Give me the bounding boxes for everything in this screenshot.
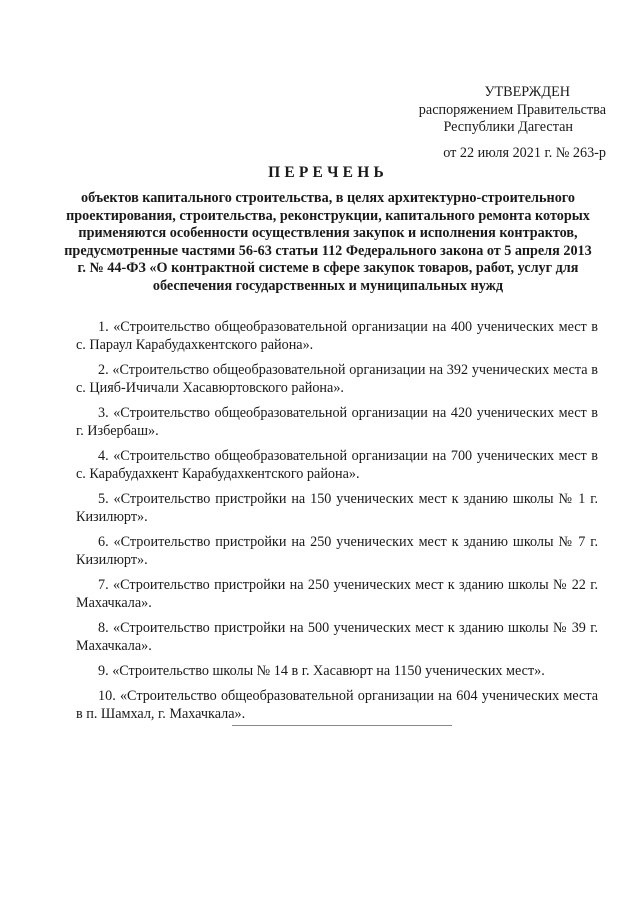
list-item: 2. «Строительство общеобразовательной организации на 392 ученических места в с. Цияб-Ичичали Хасавюртовского района». [76,362,598,396]
document-subtitle: объектов капитального строительства, в целях архитектурно-строительного проектирования, строительства, реконструкции, капитального ремонта которых применяются особенности осуществления закупок и исполнения контрактов, предусмотренные частями 56-63 статьи 112 Федерального закона от 5 апреля 2013 г. № 44-ФЗ «О контрактной системе в сфере закупок товаров, работ, услуг для обеспечения государственных и муниципальных нужд [64,190,592,294]
approval-heading: УТВЕРЖДЕН [484,84,570,100]
list-item: 10. «Строительство общеобразовательной организации на 604 ученических места в п. Шамхал, г. Махачкала». [76,688,598,722]
approval-block [386,84,606,162]
list-item: 8. «Строительство пристройки на 500 ученических мест к зданию школы № 39 г. Махачкала». [76,620,598,654]
list-item: 9. «Строительство школы № 14 в г. Хасавюрт на 1150 ученических мест». [98,663,545,679]
list-item: 7. «Строительство пристройки на 250 ученических мест к зданию школы № 22 г. Махачкала». [76,577,598,611]
approval-region: Республики Дагестан [443,119,573,135]
list-item: 3. «Строительство общеобразовательной организации на 420 ученических мест в г. Избербаш». [76,405,598,439]
approval-date-number: от 22 июля 2021 г. № 263-р [443,144,606,161]
document-title: ПЕРЕЧЕНЬ [268,164,388,181]
objects-list [76,318,598,730]
list-item: 5. «Строительство пристройки на 150 ученических мест к зданию школы № 1 г. Кизилюрт». [76,491,598,525]
end-divider [232,725,452,726]
list-item: 1. «Строительство общеобразовательной организации на 400 ученических мест в с. Параул Карабудахкентского района». [76,319,598,353]
list-item: 6. «Строительство пристройки на 250 ученических мест к зданию школы № 7 г. Кизилюрт». [76,534,598,568]
approval-authority: распоряжением Правительства [418,101,606,118]
list-item: 4. «Строительство общеобразовательной организации на 700 ученических мест в с. Карабудахкент Карабудахкентского района». [76,448,598,482]
